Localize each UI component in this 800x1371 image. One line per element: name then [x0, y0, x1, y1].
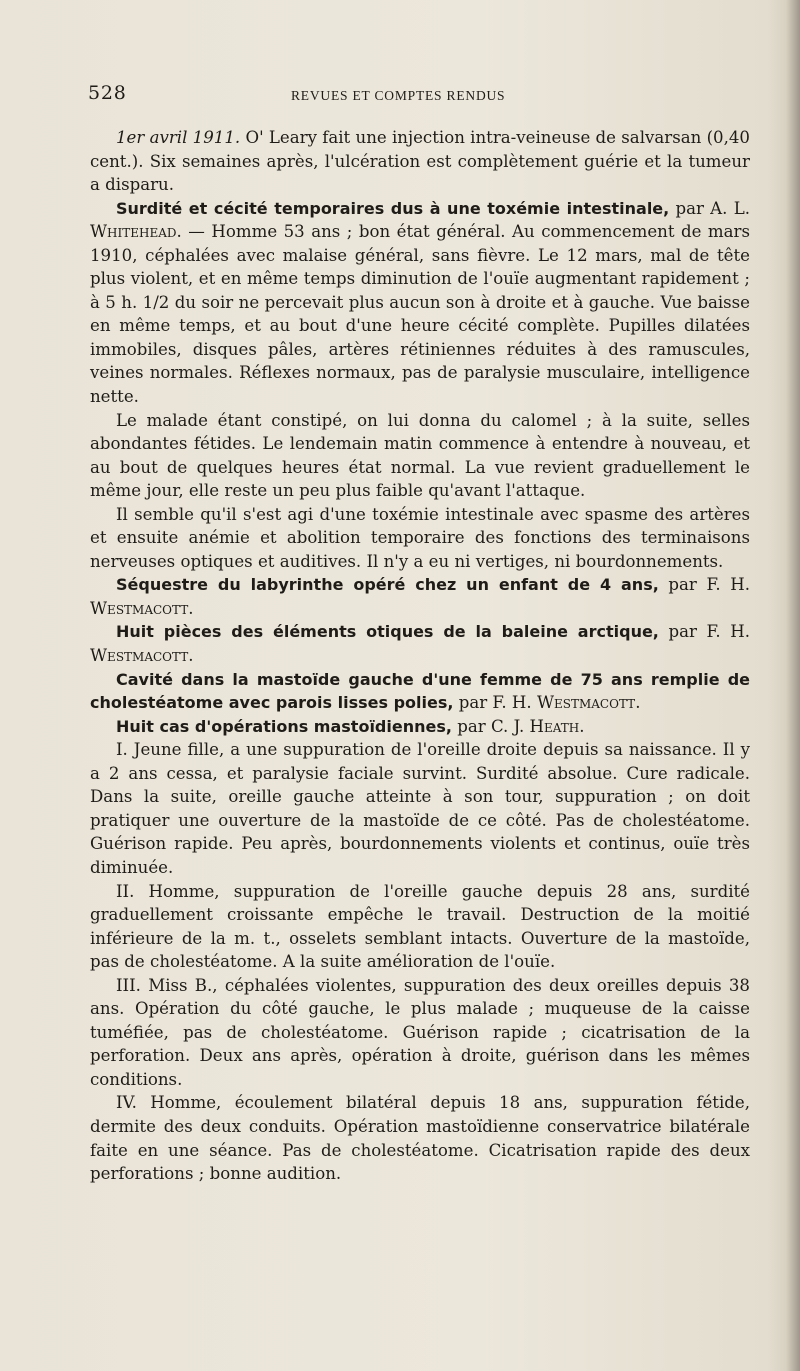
- article-title: Surdité et cécité temporaires dus à une toxémie intestinale,: [116, 198, 670, 218]
- page-header: [88, 82, 748, 114]
- paragraph: [90, 126, 750, 197]
- page-edge: [786, 0, 800, 1371]
- byline: par F. H.: [658, 575, 750, 595]
- byline-end: .: [188, 646, 194, 666]
- article-entry: [90, 197, 750, 409]
- running-title: REVUES ET COMPTES RENDUS: [291, 88, 506, 103]
- byline-end: .: [188, 598, 194, 618]
- author-name: Westmacott: [536, 693, 636, 713]
- article-entry: [90, 715, 750, 739]
- byline: par A. L.: [669, 198, 750, 218]
- byline: par F. H.: [658, 622, 750, 642]
- paragraph: Le malade étant constipé, on lui donna du calomel ; à la suite, selles abondantes fétides. Le lendemain matin commence à entendre à nouveau, et au bout de quelques heures état normal. La vue revient graduellement le même jour, elle reste un peu plus faible qu'avant l'attaque.: [90, 410, 750, 501]
- case-paragraph: IV. Homme, écoulement bilatéral depuis 18 ans, suppuration fétide, dermite des deux conduits. Opération mastoïdienne conservatrice bilatérale faite en une séance. Pas de cholestéatome. Cicatrisation rapide des deux perforations ; bonne audition.: [90, 1093, 750, 1184]
- paragraph: Il semble qu'il s'est agi d'une toxémie intestinale avec spasme des artères et ensuite anémie et abolition temporaire des fonctions des terminaisons nerveuses optiques et auditives. Il n'y a eu ni vertiges, ni bourdonnements.: [90, 504, 750, 571]
- paragraph-text: O' Leary fait une injection intra-veineuse de salvarsan (0,40 cent.). Six semaines après, l'ulcération est complètement guérie et la tumeur a disparu.: [90, 128, 750, 195]
- byline-end: .: [579, 716, 585, 736]
- case-paragraph: I. Jeune fille, a une suppuration de l'oreille droite depuis sa naissance. Il y a 2 ans cessa, et paralysie faciale survint. Surdité absolue. Cure radicale. Dans la suite, oreille gauche atteinte à son tour, suppuration ; on doit pratiquer une ouverture de la mastoïde de ce côté. Pas de cholestéatome. Guérison rapide. Peu après, bourdonnements violents et continus, ouïe très diminuée.: [90, 740, 750, 877]
- body-text: [90, 126, 750, 1186]
- article-entry: [90, 573, 750, 620]
- article-title: Séquestre du labyrinthe opéré chez un enfant de 4 ans,: [116, 575, 659, 595]
- author-name: Whitehead: [90, 222, 177, 242]
- article-entry: [90, 620, 750, 667]
- byline: par F. H.: [453, 693, 537, 713]
- byline: par C. J.: [451, 716, 530, 736]
- byline-end: .: [635, 693, 641, 713]
- author-name: Heath: [529, 716, 580, 736]
- author-name: Westmacott: [90, 646, 189, 666]
- page-number: 528: [88, 82, 127, 104]
- case-paragraph: III. Miss B., céphalées violentes, suppuration des deux oreilles depuis 38 ans. Opération du côté gauche, le plus malade ; muqueuse de la caisse tuméfiée, pas de cholestéatome. Guérison rapide ; cicatrisation de la perforation. Deux ans après, opération à droite, guérison dans les mêmes conditions.: [90, 975, 750, 1089]
- article-title: Cavité dans la mastoïde gauche d'une femme de 75 ans remplie de cholestéatome avec parois lisses polies,: [90, 669, 750, 713]
- article-title: Huit pièces des éléments otiques de la baleine arctique,: [116, 622, 659, 642]
- author-name: Westmacott: [90, 598, 189, 618]
- article-entry: [90, 668, 750, 715]
- article-title: Huit cas d'opérations mastoïdiennes,: [116, 716, 452, 736]
- entry-date: 1er avril 1911.: [116, 128, 241, 147]
- paragraph-text: . — Homme 53 ans ; bon état général. Au commencement de mars 1910, céphalées avec malaise général, sans fièvre. Le 12 mars, mal de tête plus violent, et en même temps diminution de l'ouïe augmentant rapidement ; à 5 h. 1/2 du soir ne percevait plus aucun son à droite et à gauche. Vue baisse en même temps, et au bout d'une heure cécité complète. Pupilles dilatées immobiles, disques pâles, artères rétiniennes réduites à des ramuscules, veines normales. Réflexes normaux, pas de paralysie musculaire, intelligence nette.: [90, 222, 750, 407]
- case-paragraph: II. Homme, suppuration de l'oreille gauche depuis 28 ans, surdité graduellement croissante empêche le travail. Destruction de la moitié inférieure de la m. t., osselets semblant intacts. Ouverture de la mastoïde, pas de cholestéatome. A la suite amélioration de l'ouïe.: [90, 881, 750, 972]
